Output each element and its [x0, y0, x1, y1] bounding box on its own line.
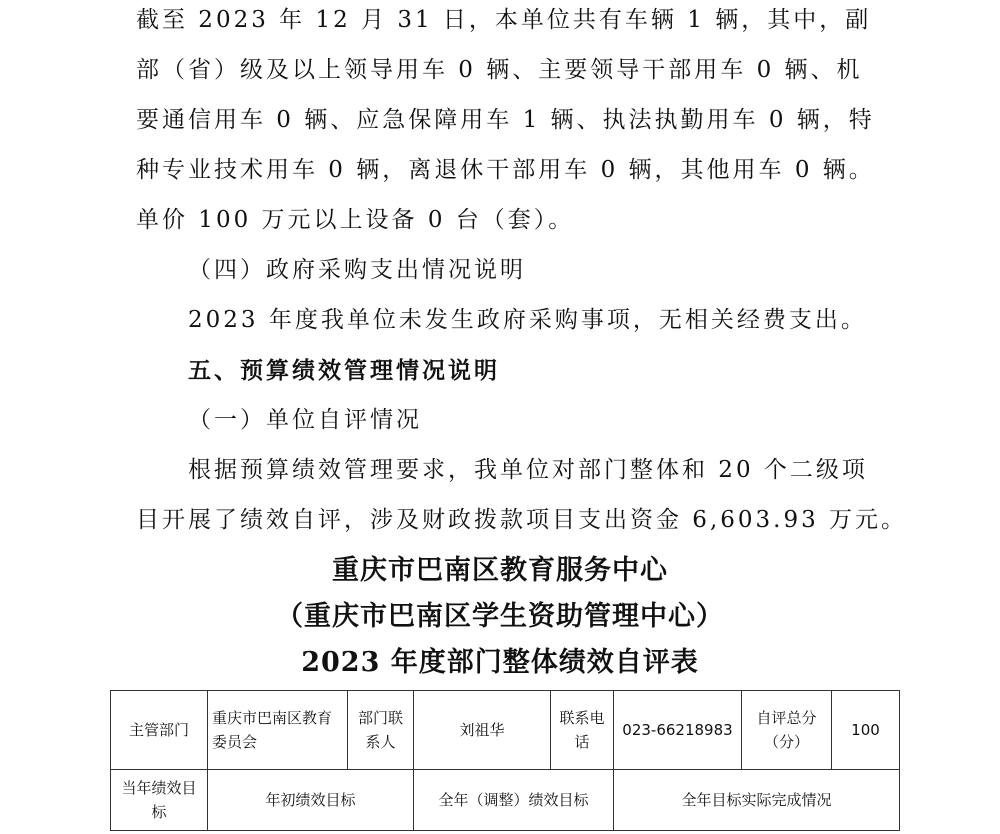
contact-label-cell: 部门联系人 [348, 691, 414, 770]
table-title-line-3: 2023 年度部门整体绩效自评表 [301, 647, 699, 678]
subheading-self-evaluation: （一）单位自评情况 [188, 407, 422, 433]
goal-label-cell: 当年绩效目标 [111, 770, 208, 831]
table-title-line-1: 重庆市巴南区教育服务中心 [332, 555, 668, 586]
table-title-line-2: （重庆市巴南区学生资助管理中心） [276, 601, 724, 632]
paragraph-procurement: 2023 年度我单位未发生政府采购事项，无相关经费支出。 [188, 307, 867, 333]
dept-value-cell: 重庆市巴南区教育委员会 [208, 691, 348, 770]
actual-completion-header: 全年目标实际完成情况 [614, 770, 900, 831]
score-value-cell: 100 [832, 691, 900, 770]
paragraph-vehicles-line-2: 部（省）级及以上领导用车 0 辆、主要领导干部用车 0 辆、机 [136, 57, 863, 83]
adjusted-goal-header: 全年（调整）绩效目标 [414, 770, 614, 831]
paragraph-evaluation-line-1: 根据预算绩效管理要求，我单位对部门整体和 20 个二级项 [188, 457, 868, 483]
contact-value-cell: 刘祖华 [414, 691, 551, 770]
table-row [111, 691, 900, 770]
paragraph-vehicles-line-5: 单价 100 万元以上设备 0 台（套）。 [136, 207, 575, 233]
paragraph-vehicles-line-3: 要通信用车 0 辆、应急保障用车 1 辆、执法执勤用车 0 辆，特 [136, 107, 875, 133]
paragraph-vehicles-line-1: 截至 2023 年 12 月 31 日，本单位共有车辆 1 辆，其中，副 [136, 7, 872, 33]
subheading-procurement: （四）政府采购支出情况说明 [188, 257, 526, 283]
heading-section-five: 五、预算绩效管理情况说明 [188, 357, 500, 384]
paragraph-evaluation-line-2: 目开展了绩效自评，涉及财政拨款项目支出资金 6,603.93 万元。 [136, 507, 908, 533]
phone-label-cell: 联系电话 [551, 691, 614, 770]
evaluation-table [110, 690, 900, 831]
table-row [111, 770, 900, 831]
initial-goal-header: 年初绩效目标 [208, 770, 414, 831]
paragraph-vehicles-line-4: 种专业技术用车 0 辆，离退休干部用车 0 辆，其他用车 0 辆。 [136, 157, 875, 183]
dept-label-cell: 主管部门 [111, 691, 208, 770]
phone-value-cell: 023-66218983 [614, 691, 742, 770]
score-label-cell: 自评总分（分） [742, 691, 832, 770]
